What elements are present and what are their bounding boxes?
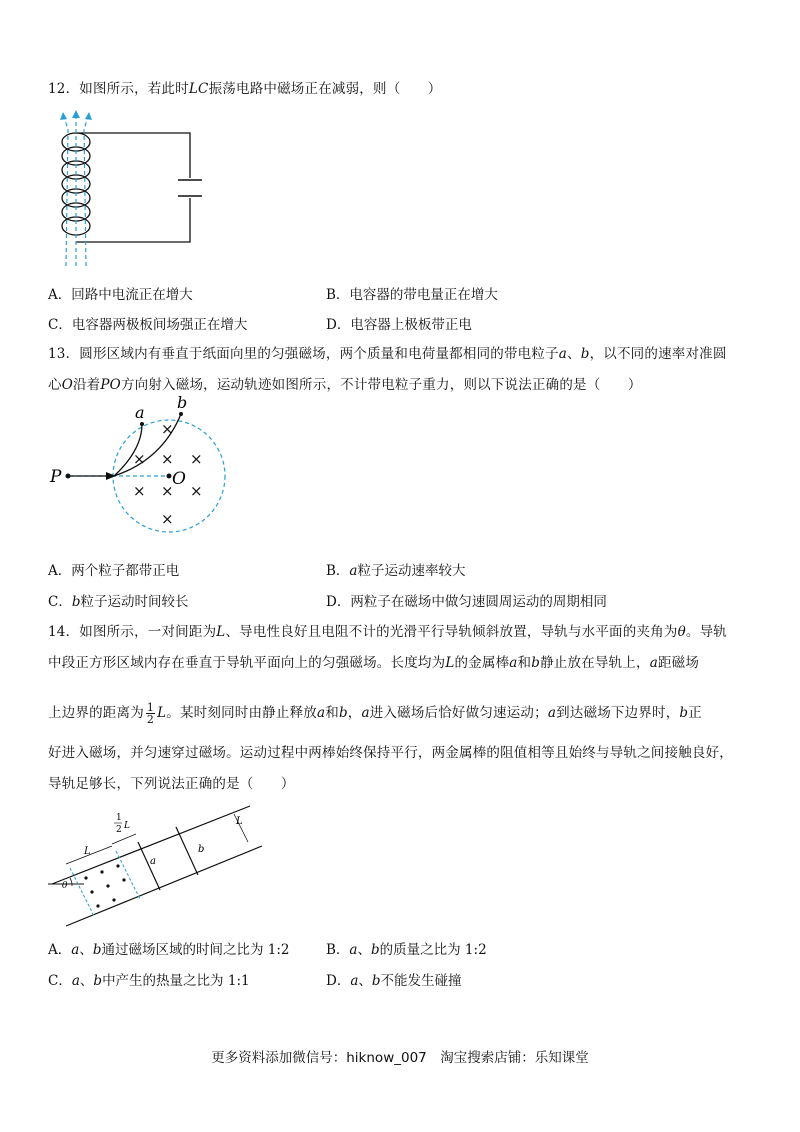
q14-option-d[interactable]: D．a、b不能发生碰撞 [326,973,462,989]
cross-mark: × [190,450,203,468]
q14-stem-line1: 14．如图所示，一对间距为L、导电性良好且电阻不计的光滑平行导轨倾斜放置，导轨与水平面的夹角为θ。导轨 [48,624,727,640]
q14-option-c[interactable]: C．a、b中产生的热量之比为 1:1 [48,973,250,989]
q13-stem-line2: 心O沿着PO方向射入磁场，运动轨迹如图所示，不计带电粒子重力，则以下说法正确的是（ ） [48,377,642,393]
q12-stem: 12．如图所示，若此时LC振荡电路中磁场正在减弱，则（ ） [48,81,442,97]
fraction-half: $\frac{1}{2}$ [146,701,155,726]
q13-option-a[interactable]: A．两个粒子都带正电 [48,563,180,579]
q12-option-b[interactable]: B．电容器的带电量正在增大 [326,287,498,303]
q14-option-b[interactable]: B．a、b的质量之比为 1:2 [326,942,487,958]
q14-stem-line3: 上边界的距离为 $\frac{1}{2}$ L。某时刻同时由静止释放a和b，a进入磁场后恰好做匀速运动；a到达磁场下边界时，b正 [48,701,702,726]
q14-stem-line4: 好进入磁场，并匀速穿过磁场。运动过程中两棒始终保持平行，两金属棒的阻值相等且始终与导轨之间接触良好， [48,745,733,761]
q14-stem-line5: 导轨足够长，下列说法正确的是（ ） [48,776,295,792]
cross-mark: × [133,482,146,500]
q12-option-d[interactable]: D．电容器上极板带正电 [326,317,472,333]
circular-field-figure [44,393,234,540]
label-a: a [135,403,145,422]
label-o: O [172,469,186,489]
svg-text:θ: θ [62,881,68,891]
svg-text:2: 2 [116,825,122,835]
svg-text:b: b [198,844,205,855]
page-footer: 更多资料添加微信号：hiknow_007 淘宝搜索店铺：乐知课堂 [211,1050,589,1066]
cross-mark: × [133,450,146,468]
q14-option-a[interactable]: A．a、b通过磁场区域的时间之比为 1:2 [48,942,290,958]
cross-mark: × [161,510,174,528]
q12-option-c[interactable]: C．电容器两极板间场强正在增大 [48,317,248,333]
q12-option-a[interactable]: A．回路中电流正在增大 [48,287,193,303]
q13-option-d[interactable]: D．两粒子在磁场中做匀速圆周运动的周期相同 [326,594,607,610]
lc-circuit-figure [48,110,208,270]
cross-mark: × [161,482,174,500]
svg-text:L: L [236,816,243,827]
label-p: P [50,467,62,487]
inclined-rails-figure [48,806,268,934]
cross-mark: × [161,450,174,468]
cross-mark: × [190,482,203,500]
q13-option-c[interactable]: C．b粒子运动时间较长 [48,594,189,610]
q13-stem-line1: 13．圆形区域内有垂直于纸面向里的匀强磁场，两个质量和电荷量都相同的带电粒子a、b，以不同的速率对准圆 [48,346,727,362]
svg-text:L: L [124,821,130,831]
svg-text:L: L [84,846,91,857]
q13-option-b[interactable]: B．a粒子运动速率较大 [326,563,466,579]
cross-mark: × [161,420,174,438]
label-b: b [177,393,188,412]
svg-text:a: a [150,856,156,867]
svg-text:1: 1 [116,813,122,823]
q14-stem-line2: 中段正方形区域内存在垂直于导轨平面向上的匀强磁场。长度均为L的金属棒a和b静止放在导轨上，a距磁场 [48,655,700,671]
